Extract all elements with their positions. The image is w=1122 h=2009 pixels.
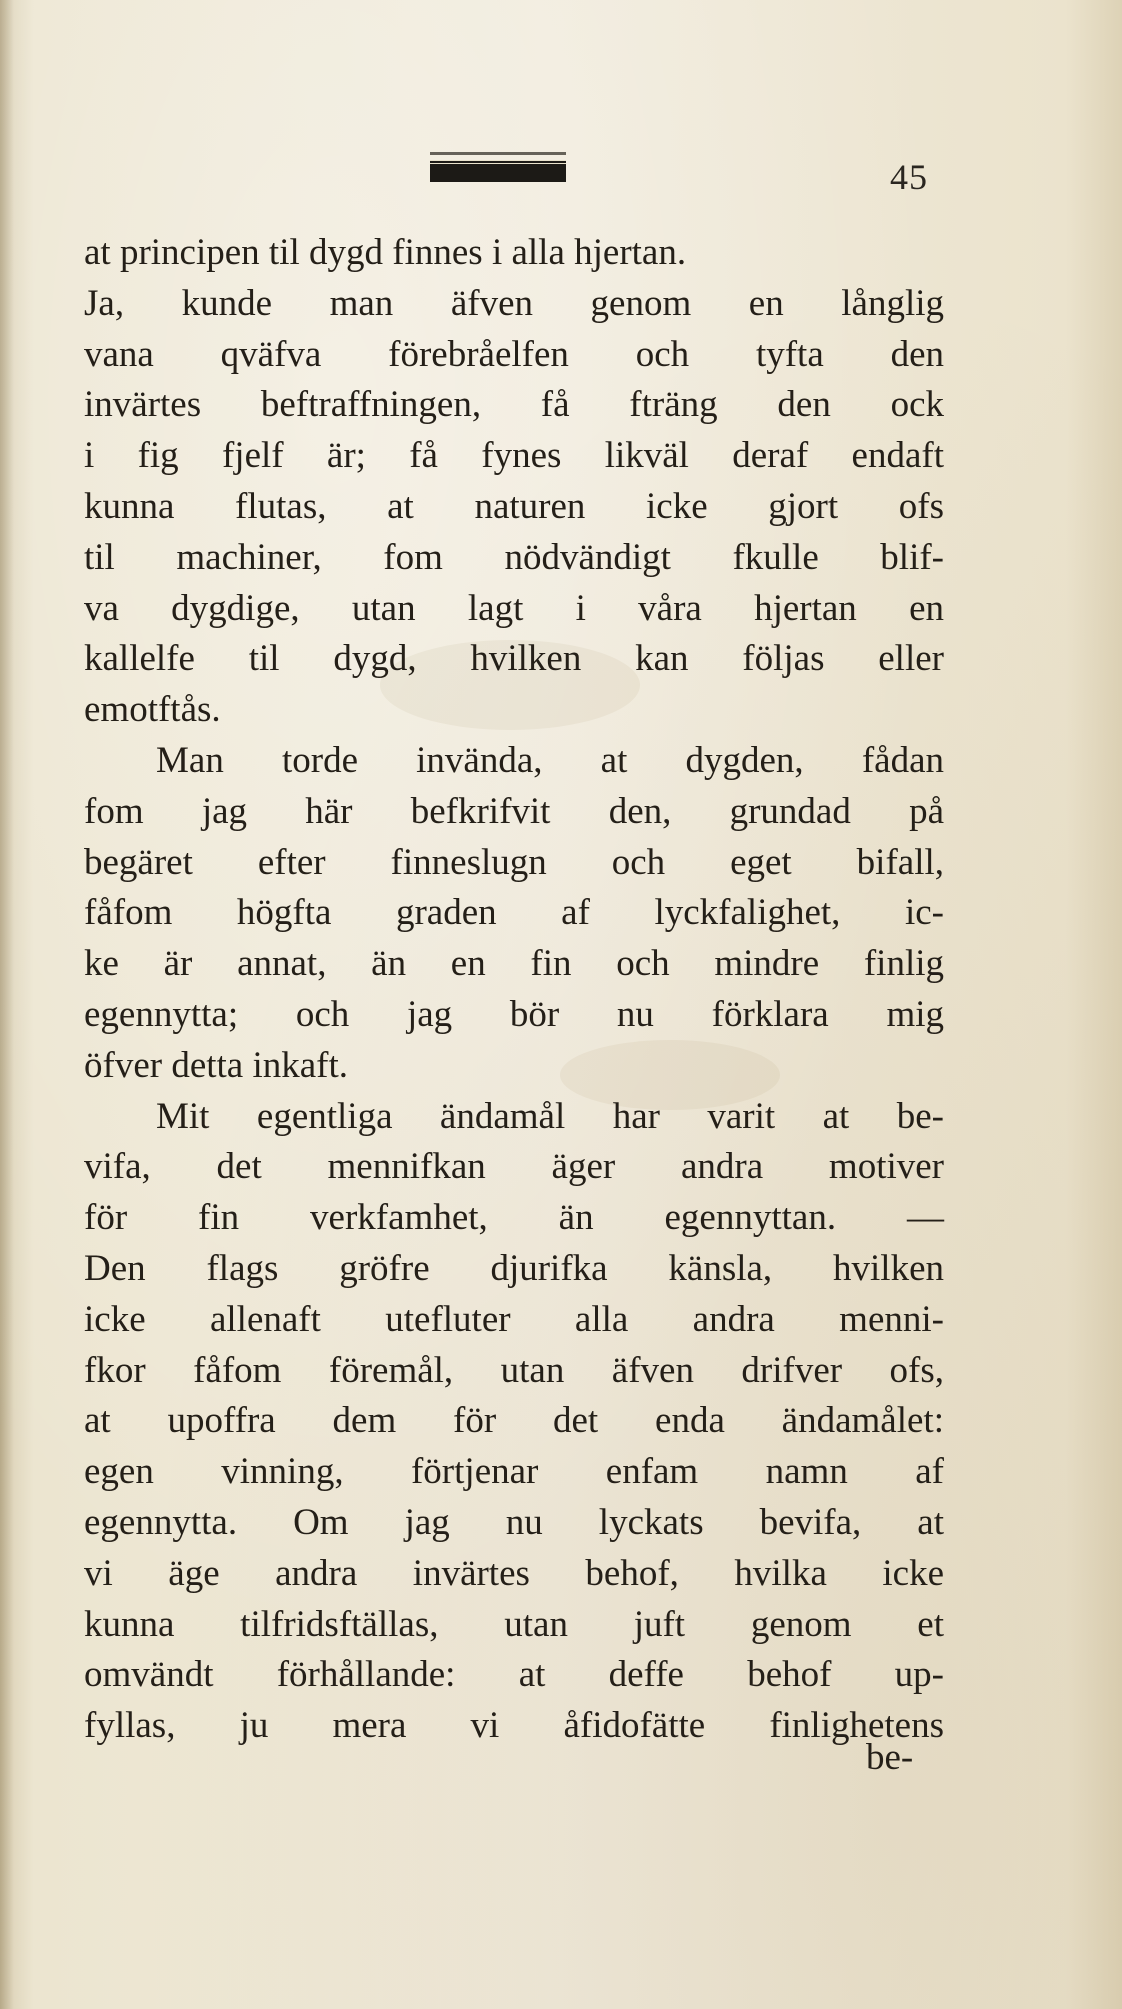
text-line: kunna flutas, at naturen icke gjort ofs [84,485,944,527]
text-line: emotftås. [84,689,221,731]
text-line: invärtes beftraffningen, få fträng den ock [84,384,944,426]
text-line: vifa, det mennifkan äger andra motiver [84,1146,944,1188]
text-line: Mit egentliga ändamål har varit at be- [156,1095,944,1137]
text-line: fyllas, ju mera vi åfidofätte finlighetens [84,1705,944,1747]
text-line: omvändt förhållande: at deffe behof up- [84,1654,944,1696]
text-line: va dygdige, utan lagt i våra hjertan en [84,587,944,629]
text-line: egennytta. Om jag nu lyckats bevifa, at [84,1501,944,1543]
catchword: be- [866,1737,914,1778]
text-line: kunna tilfridsftällas, utan juft genom et [84,1603,944,1645]
text-line: Man torde invända, at dygden, fådan [156,739,944,781]
text-line: Ja, kunde man äfven genom en långlig [84,282,944,324]
page-number: 45 [890,157,928,197]
header-ornament-rule [430,160,566,182]
text-line: i fig fjelf är; få fynes likväl deraf endaft [84,435,944,477]
text-line: vi äge andra invärtes behof, hvilka icke [84,1552,944,1594]
text-line: för fin verkfamhet, än egennyttan. — [84,1197,944,1239]
text-line: begäret efter finneslugn och eget bifall, [84,841,944,883]
text-line: egen vinning, förtjenar enfam namn af [84,1451,944,1493]
text-line: at upoffra dem för det enda ändamålet: [84,1400,944,1442]
body-text [84,228,944,1752]
text-line: fkor fåfom föremål, utan äfven drifver ofs, [84,1349,944,1391]
text-line: vana qväfva förebråelfen och tyfta den [84,333,944,375]
text-line: Den flags gröfre djurifka känsla, hvilken [84,1247,944,1289]
text-line: fom jag här befkrifvit den, grundad på [84,790,944,832]
text-line: fåfom högfta graden af lyckfalighet, ic- [84,892,944,934]
text-line: til machiner, fom nödvändigt fkulle blif- [84,536,944,578]
text-line: at principen til dygd finnes i alla hjertan. [84,232,687,273]
text-line: egennytta; och jag bör nu förklara mig [84,993,944,1035]
text-line: kallelfe til dygd, hvilken kan följas eller [84,638,944,680]
page-gutter-shadow [0,0,14,2009]
text-line: icke allenaft utefluter alla andra menni- [84,1298,944,1340]
text-line: öfver detta inkaft. [84,1044,349,1086]
text-line: ke är annat, än en fin och mindre finlig [84,943,944,985]
